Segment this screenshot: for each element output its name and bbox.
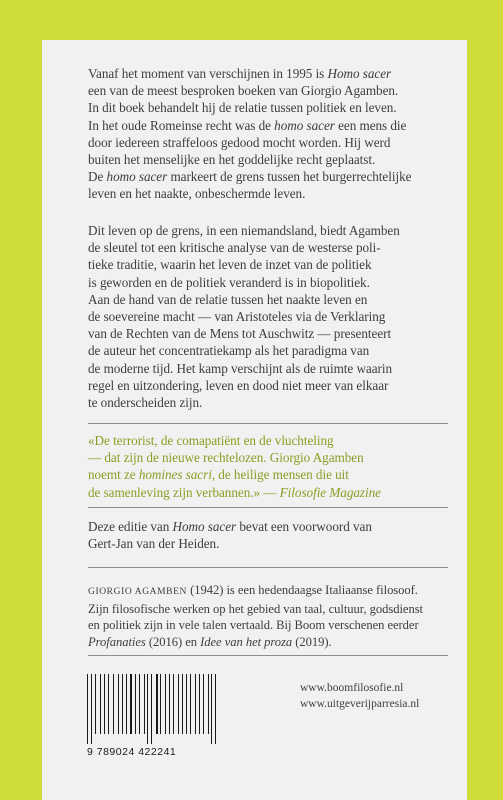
italic-run: homo sacer: [106, 169, 168, 185]
barcode-bar: [122, 674, 123, 734]
barcode-bar: [124, 674, 125, 734]
barcode-bar: [179, 674, 180, 734]
barcode-bar: [147, 674, 148, 744]
barcode-bar: [182, 674, 183, 734]
barcode-bar: [97, 674, 99, 734]
barcode-bar: [159, 674, 160, 734]
barcode-bar: [208, 674, 209, 734]
barcode-bar: [118, 674, 119, 734]
italic-run: Idee van het proza: [200, 634, 293, 649]
barcode-bar: [192, 674, 193, 734]
barcode-bar: [189, 674, 190, 734]
barcode-bar: [104, 674, 105, 734]
barcode-bar: [108, 674, 109, 734]
italic-run: Filosofie Magazine: [279, 484, 381, 500]
barcode-bar: [169, 674, 170, 734]
barcode-bar: [150, 674, 151, 734]
italic-run: homo sacer: [274, 117, 335, 133]
barcode-bar: [215, 674, 216, 744]
barcode-bar: [203, 674, 204, 734]
barcode-bar: [130, 674, 132, 734]
barcode-bar: [178, 674, 179, 734]
barcode-bar: [106, 674, 107, 734]
italic-run: Homo sacer: [327, 66, 392, 81]
barcode-bar: [89, 674, 90, 734]
barcode-bar: [186, 674, 187, 734]
barcode-bar: [205, 674, 206, 734]
barcode-bar: [141, 674, 142, 734]
barcode-bar: [139, 674, 140, 734]
press-quote: «De terrorist, de comapatiënt en de vluchteling — dat zijn de nieuwe rechtelozen. Giorgio Agamben noemt ze homines sacri, de heilige mensen die uit de samenleving zijn verbannen.» — Filosofie Magazine: [88, 433, 381, 500]
barcode-bar: [119, 674, 120, 734]
barcode-bar: [133, 674, 134, 734]
barcode-bar: [146, 674, 147, 734]
description-paragraph-1: Vanaf het moment van verschijnen in 1995 is Homo sacer een van de meest besproken boeken van Giorgio Agamben. In dit boek behandelt hij de relatie tussen politiek en leven. In het oude Romeinse recht was de homo sacer een mens die door iedereen straffeloos gedood mocht worden. Hij werd buiten het menselijke en het goddelijke recht geplaatst. De homo sacer markeert de grens tussen het burgerrechtelijke leven en het naakte, onbeschermde leven.: [88, 66, 412, 202]
barcode-bar: [151, 674, 152, 744]
quote-bottom-rule: [88, 507, 448, 508]
barcode-bar: [87, 674, 88, 744]
barcode-bar: [95, 674, 96, 734]
barcode-bar: [184, 674, 185, 734]
description-paragraph-2: Dit leven op de grens, in een niemandsland, biedt Agamben de sleutel tot een kritische analyse van de westerse poli- tieke traditie, waarin het leven de inzet van de politiek is geworden en de politiek veranderd is in biopolitiek. Aan de hand van de relatie tussen het naakte leven en de soevereine macht — van Aristoteles via de Verklaring van de Rechten van de Mens tot Auschwitz — presenteert de auteur het concentratiekamp als het paradigma van de moderne tijd. Het kamp verschijnt als de ruimte waarin regel en uitzondering, leven en dood niet meer van elkaar te onderscheiden zijn.: [88, 223, 400, 411]
url-boomfilosofie[interactable]: www.boomfilosofie.nl: [300, 682, 404, 694]
barcode-bar: [156, 674, 158, 734]
barcode-bar: [126, 674, 127, 734]
author-name: GIORGIO AGAMBEN: [88, 587, 187, 597]
barcode-bar: [166, 674, 167, 734]
bio-bottom-rule: [88, 655, 448, 656]
barcode-bar: [163, 674, 164, 734]
italic-run: homines sacri: [138, 467, 212, 483]
barcode-bar: [137, 674, 138, 734]
edition-note: Deze editie van Homo sacer bevat een voorwoord van Gert-Jan van der Heiden.: [88, 519, 372, 552]
barcode-bar: [113, 674, 115, 734]
barcode-bar: [100, 674, 101, 734]
barcode-bar: [91, 674, 92, 744]
barcode-bar: [214, 674, 215, 734]
barcode-bar: [211, 674, 212, 744]
barcode-bar: [128, 674, 129, 734]
barcode-bar: [199, 674, 200, 734]
barcode-bar: [175, 674, 177, 734]
barcode-bar: [144, 674, 145, 734]
barcode-bar: [173, 674, 174, 734]
quote-top-rule: [88, 423, 448, 424]
isbn-barcode: [87, 674, 217, 748]
barcode-bar: [135, 674, 136, 734]
barcode-bar: [115, 674, 116, 734]
barcode-bar: [153, 674, 154, 734]
italic-run: Profanaties: [88, 634, 146, 649]
barcode-bar: [102, 674, 103, 734]
barcode-bar: [190, 674, 191, 734]
barcode-bar: [93, 674, 94, 734]
barcode-bar: [160, 674, 161, 734]
barcode-bar: [197, 674, 198, 734]
barcode-bar: [209, 674, 210, 734]
url-parresia[interactable]: www.uitgeverijparresia.nl: [300, 698, 420, 710]
barcode-bar: [201, 674, 202, 734]
author-bio: GIORGIO AGAMBEN (1942) is een hedendaagse Italiaanse filosoof. Zijn filosofische werken op het gebied van taal, cultuur, godsdienst en politiek zijn in vele talen vertaald. Bij Boom verschenen eerder Profanaties (2016) en Idee van het proza (2019).: [88, 583, 423, 649]
publisher-urls: [300, 680, 419, 712]
barcode-bar: [165, 674, 166, 734]
barcode-bar: [111, 674, 112, 734]
isbn-digits: 9 789024 422241: [87, 746, 177, 758]
bio-top-rule: [88, 567, 448, 568]
italic-run: Homo sacer: [172, 519, 237, 534]
barcode-bar: [195, 674, 197, 734]
barcode-bar: [171, 674, 172, 734]
